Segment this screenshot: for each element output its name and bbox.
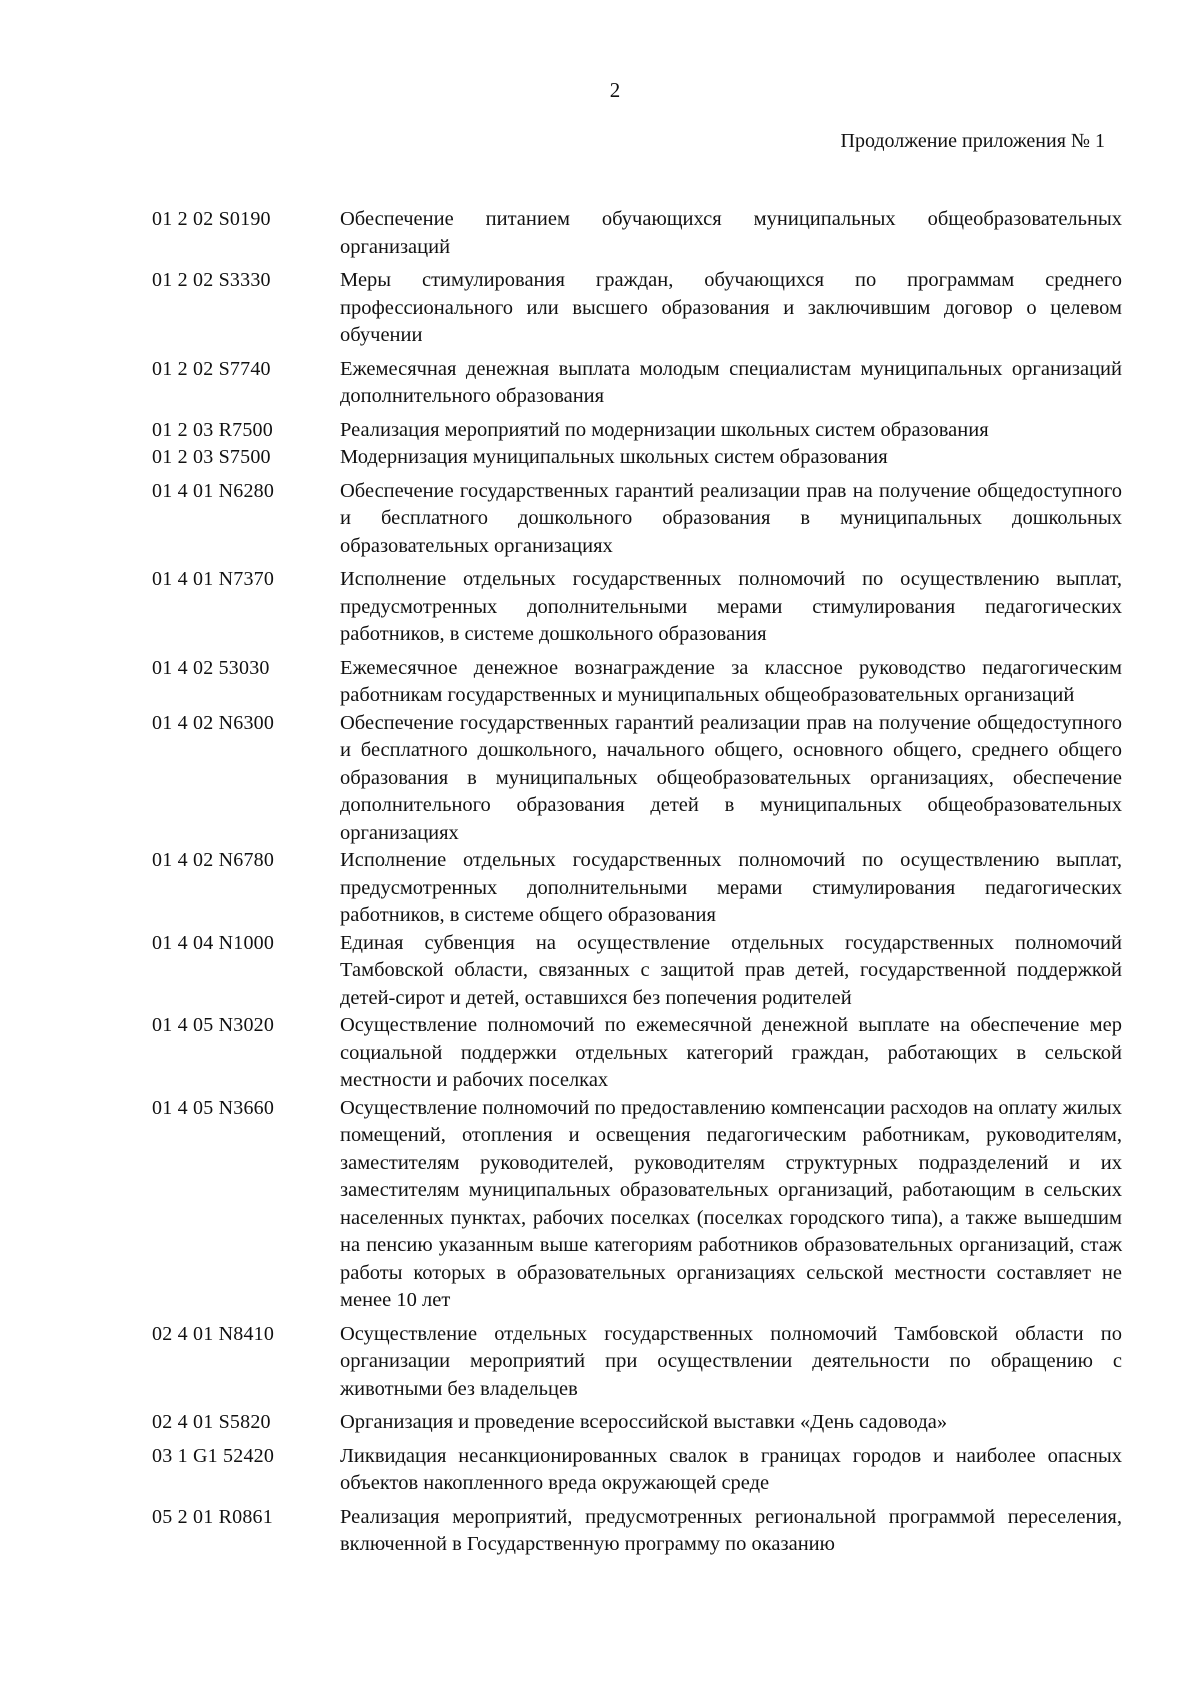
row-code: 01 2 02 S3330 xyxy=(152,269,271,291)
row-description: Организация и проведение всероссийской выставки «День садовода» xyxy=(340,1411,948,1433)
row-code: 01 4 02 N6300 xyxy=(152,711,275,734)
row-code: 01 2 03 R7500 xyxy=(152,418,273,441)
row-code: 01 4 02 N6780 xyxy=(152,849,275,871)
row-description: Реализация мероприятий по модернизации школьных систем образования xyxy=(340,418,989,441)
row-code: 02 4 01 S5820 xyxy=(152,1411,271,1433)
table-row xyxy=(152,1321,1122,1404)
row-description: Ежемесячная денежная выплата молодым специалистам муниципальных организаций дополнительного образования xyxy=(340,357,1122,407)
row-description: Ежемесячное денежное вознаграждение за классное руководство педагогическим работникам государственных и муниципальных общеобразовательных организаций xyxy=(340,656,1122,706)
row-code: 01 4 01 N7370 xyxy=(152,568,275,590)
table-row xyxy=(152,1443,1122,1498)
row-description: Реализация мероприятий, предусмотренных региональной программой переселения, включенной в Государственную программу по оказанию xyxy=(340,1505,1122,1555)
table-row xyxy=(152,1504,1122,1559)
row-code: 01 4 02 53030 xyxy=(152,656,270,679)
table-row xyxy=(152,206,1122,261)
appendix-note: Продолжение приложения № 1 xyxy=(840,130,1105,152)
table-row xyxy=(152,655,1122,710)
row-code: 05 2 01 R0861 xyxy=(152,1505,273,1528)
table-row xyxy=(152,478,1122,561)
row-code: 03 1 G1 52420 xyxy=(152,1444,275,1467)
row-description: Единая субвенция на осуществление отдельных государственных полномочий Тамбовской области, связанных с защитой прав детей, государственной поддержкой детей-сирот и детей, оставшихся без попечения родителей xyxy=(340,931,1122,1009)
row-description: Осуществление отдельных государственных полномочий Тамбовской области по организации мероприятий при осуществлении деятельности по обращению с животными без владельцев xyxy=(340,1322,1122,1400)
row-code: 01 4 05 N3660 xyxy=(152,1096,275,1119)
row-description: Осуществление полномочий по предоставлению компенсации расходов на оплату жилых помещений, отопления и освещения педагогическим работникам, руководителям, заместителям руководителей, руководителям структурных подразделений и их заместителям муниципальных образовательных организаций, работающим в сельских населенных пунктах, рабочих поселках (поселках городского типа), а также вышедшим на пенсию указанным выше категориям работников образовательных организаций, стаж работы которых в образовательных организациях сельской местности составляет не менее 10 лет xyxy=(340,1096,1122,1311)
table-row xyxy=(152,1095,1122,1315)
row-description: Обеспечение государственных гарантий реализации прав на получение общедоступного и бесплатного дошкольного образования в муниципальных дошкольных образовательных организациях xyxy=(340,479,1122,557)
code-table xyxy=(152,206,1122,1559)
row-description: Ликвидация несанкционированных свалок в границах городов и наиболее опасных объектов накопленного вреда окружающей среде xyxy=(340,1444,1122,1494)
row-description: Исполнение отдельных государственных полномочий по осуществлению выплат, предусмотренных дополнительными мерами стимулирования педагогических работников, в системе общего образования xyxy=(340,849,1122,926)
page-number: 2 xyxy=(609,78,621,102)
row-description: Обеспечение государственных гарантий реализации прав на получение общедоступного и бесплатного дошкольного, начального общего, основного общего, среднего общего образования в муниципальных общеобразовательных организациях, обеспечение дополнительного образования детей в муниципальных общеобразовательных организациях xyxy=(340,711,1122,844)
row-code: 02 4 01 N8410 xyxy=(152,1322,275,1345)
table-row xyxy=(152,847,1122,930)
table-row xyxy=(152,930,1122,1013)
row-description: Обеспечение питанием обучающихся муниципальных общеобразовательных организаций xyxy=(340,208,1122,258)
table-row xyxy=(152,356,1122,411)
table-row xyxy=(152,1409,1122,1437)
row-description: Меры стимулирования граждан, обучающихся по программам среднего профессионального или высшего образования и заключившим договор о целевом обучении xyxy=(340,269,1122,346)
row-code: 01 4 01 N6280 xyxy=(152,479,275,502)
row-description: Осуществление полномочий по ежемесячной денежной выплате на обеспечение мер социальной поддержки отдельных категорий граждан, работающих в сельской местности и рабочих поселках xyxy=(340,1014,1122,1091)
table-row xyxy=(152,444,1122,472)
row-code: 01 2 02 S7740 xyxy=(152,357,271,380)
row-description: Модернизация муниципальных школьных систем образования xyxy=(340,446,888,468)
row-code: 01 4 05 N3020 xyxy=(152,1014,275,1036)
row-code: 01 2 02 S0190 xyxy=(152,208,271,230)
row-code: 01 2 03 S7500 xyxy=(152,446,271,468)
table-row xyxy=(152,566,1122,649)
table-row xyxy=(152,267,1122,350)
table-row xyxy=(152,710,1122,848)
table-row xyxy=(152,1012,1122,1095)
row-code: 01 4 04 N1000 xyxy=(152,931,275,954)
row-description: Исполнение отдельных государственных полномочий по осуществлению выплат, предусмотренных дополнительными мерами стимулирования педагогических работников, в системе дошкольного образования xyxy=(340,568,1122,645)
table-row xyxy=(152,417,1122,445)
